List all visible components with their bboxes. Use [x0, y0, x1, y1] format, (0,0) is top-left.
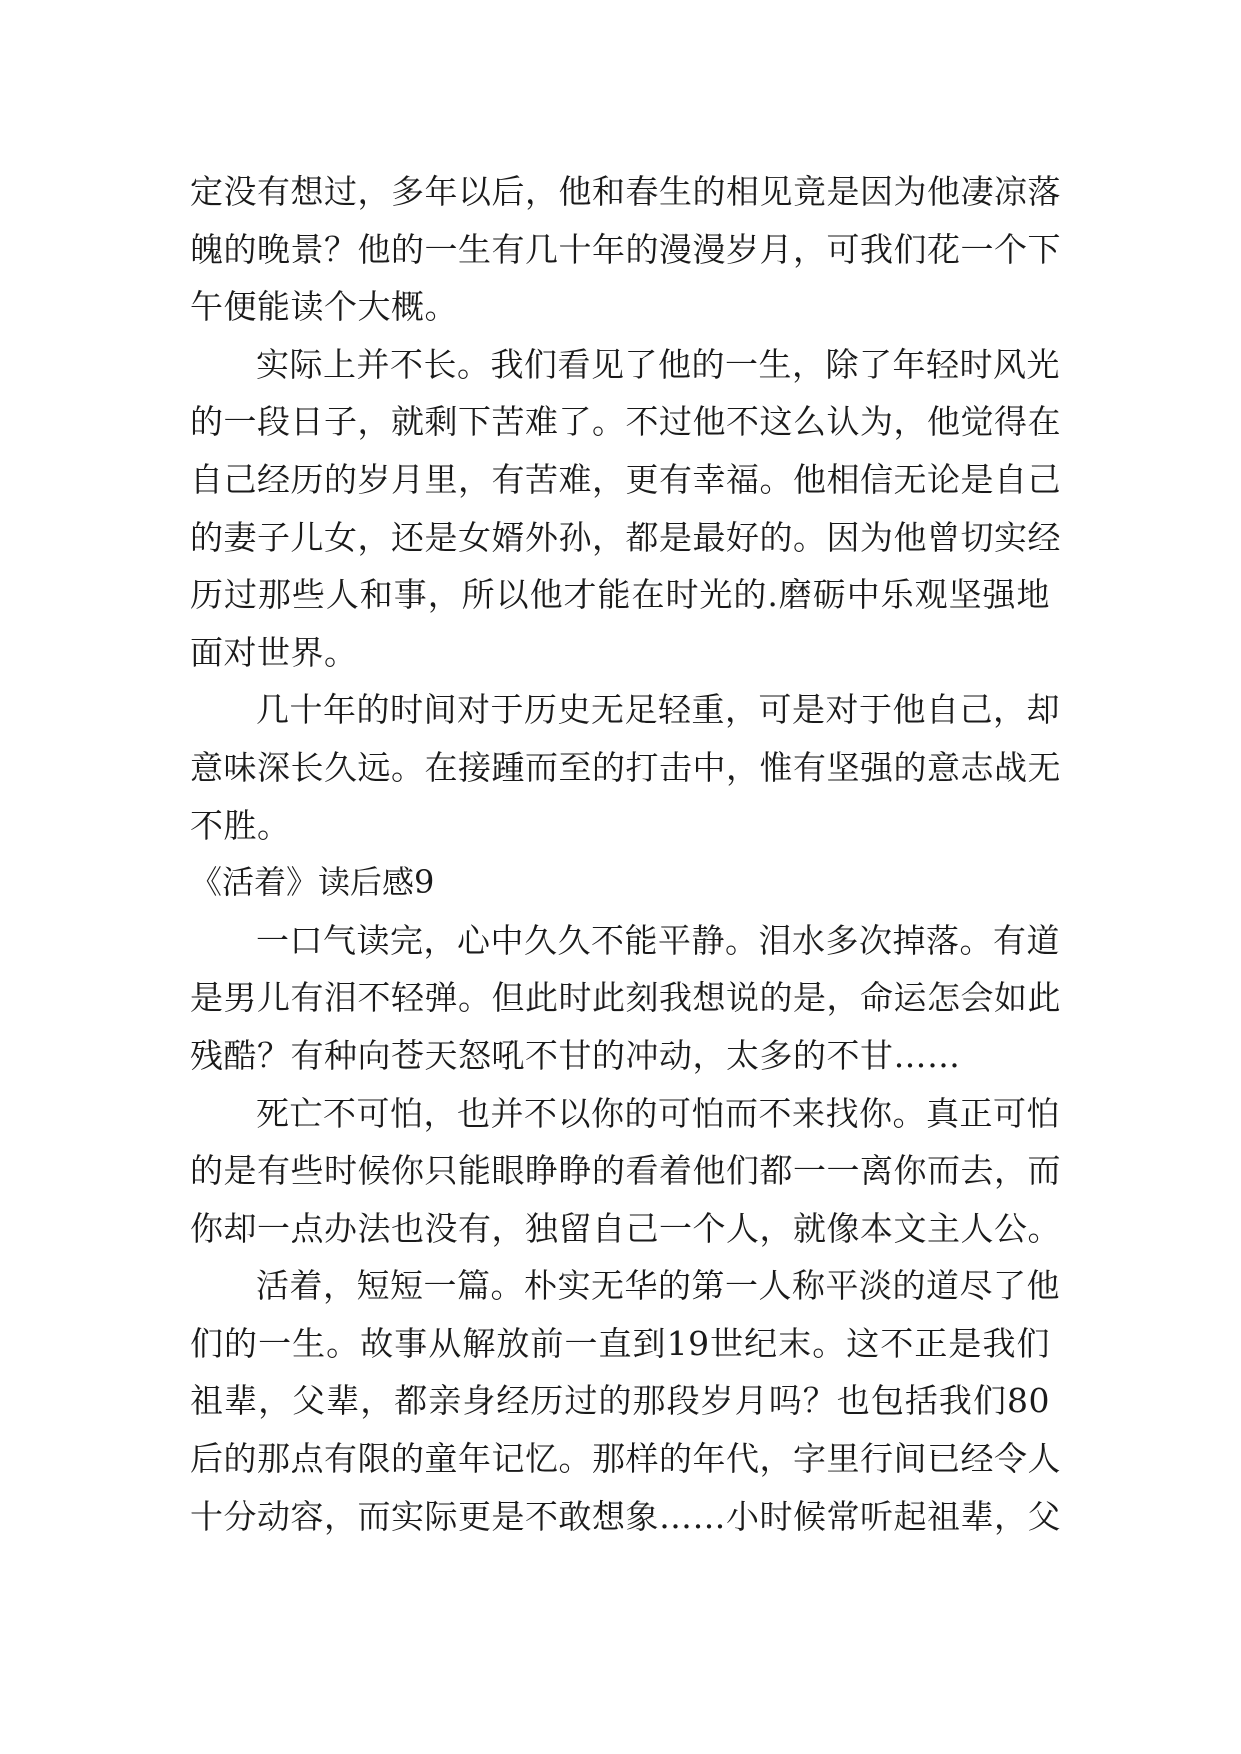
text-line: 你却一点办法也没有，独留自己一个人，就像本文主人公。 — [190, 1208, 1061, 1248]
text-line: 后的那点有限的童年记忆。那样的年代，字里行间已经令人 — [190, 1439, 1061, 1479]
paragraph-first-line: 死亡不可怕，也并不以你的可怕而不来找你。真正可怕 — [256, 1093, 1060, 1133]
text-line: 历过那些人和事，所以他才能在时光的.磨砺中乐观坚强地 — [190, 575, 1050, 615]
text-line: 自己经历的岁月里，有苦难，更有幸福。他相信无论是自己 — [190, 459, 1061, 499]
text-line: 祖辈，父辈，都亲身经历过的那段岁月吗？也包括我们80 — [190, 1381, 1050, 1421]
text-line: 午便能读个大概。 — [190, 287, 458, 327]
paragraph-first-line: 活着，短短一篇。朴实无华的第一人称平淡的道尽了他 — [256, 1266, 1060, 1306]
paragraph-first-line: 几十年的时间对于历史无足轻重，可是对于他自己，却 — [256, 690, 1060, 730]
section-heading: 《活着》读后感9 — [190, 863, 435, 902]
text-line: 的是有些时候你只能眼睁睁的看着他们都一一离你而去，而 — [190, 1151, 1061, 1191]
paragraph-first-line: 实际上并不长。我们看见了他的一生，除了年轻时风光 — [256, 344, 1060, 384]
document-page — [190, 163, 1061, 1545]
text-line: 面对世界。 — [190, 632, 358, 672]
text-line: 的妻子儿女，还是女婿外孙，都是最好的。因为他曾切实经 — [190, 517, 1061, 557]
text-line: 残酷？有种向苍天怒吼不甘的冲动，太多的不甘…… — [190, 1035, 961, 1075]
text-line: 不胜。 — [190, 805, 291, 845]
paragraph-first-line: 一口气读完，心中久久不能平静。泪水多次掉落。有道 — [256, 920, 1060, 960]
text-line: 是男儿有泪不轻弹。但此时此刻我想说的是，命运怎会如此 — [190, 978, 1061, 1018]
text-line: 魄的晚景？他的一生有几十年的漫漫岁月，可我们花一个下 — [190, 229, 1061, 269]
text-line: 的一段日子，就剩下苦难了。不过他不这么认为，他觉得在 — [190, 402, 1061, 442]
text-line: 十分动容，而实际更是不敢想象……小时候常听起祖辈，父 — [190, 1496, 1061, 1536]
text-line: 定没有想过，多年以后，他和春生的相见竟是因为他凄凉落 — [190, 172, 1061, 211]
text-line: 意味深长久远。在接踵而至的打击中，惟有坚强的意志战无 — [190, 747, 1061, 787]
text-line: 们的一生。故事从解放前一直到19世纪末。这不正是我们 — [190, 1323, 1050, 1363]
